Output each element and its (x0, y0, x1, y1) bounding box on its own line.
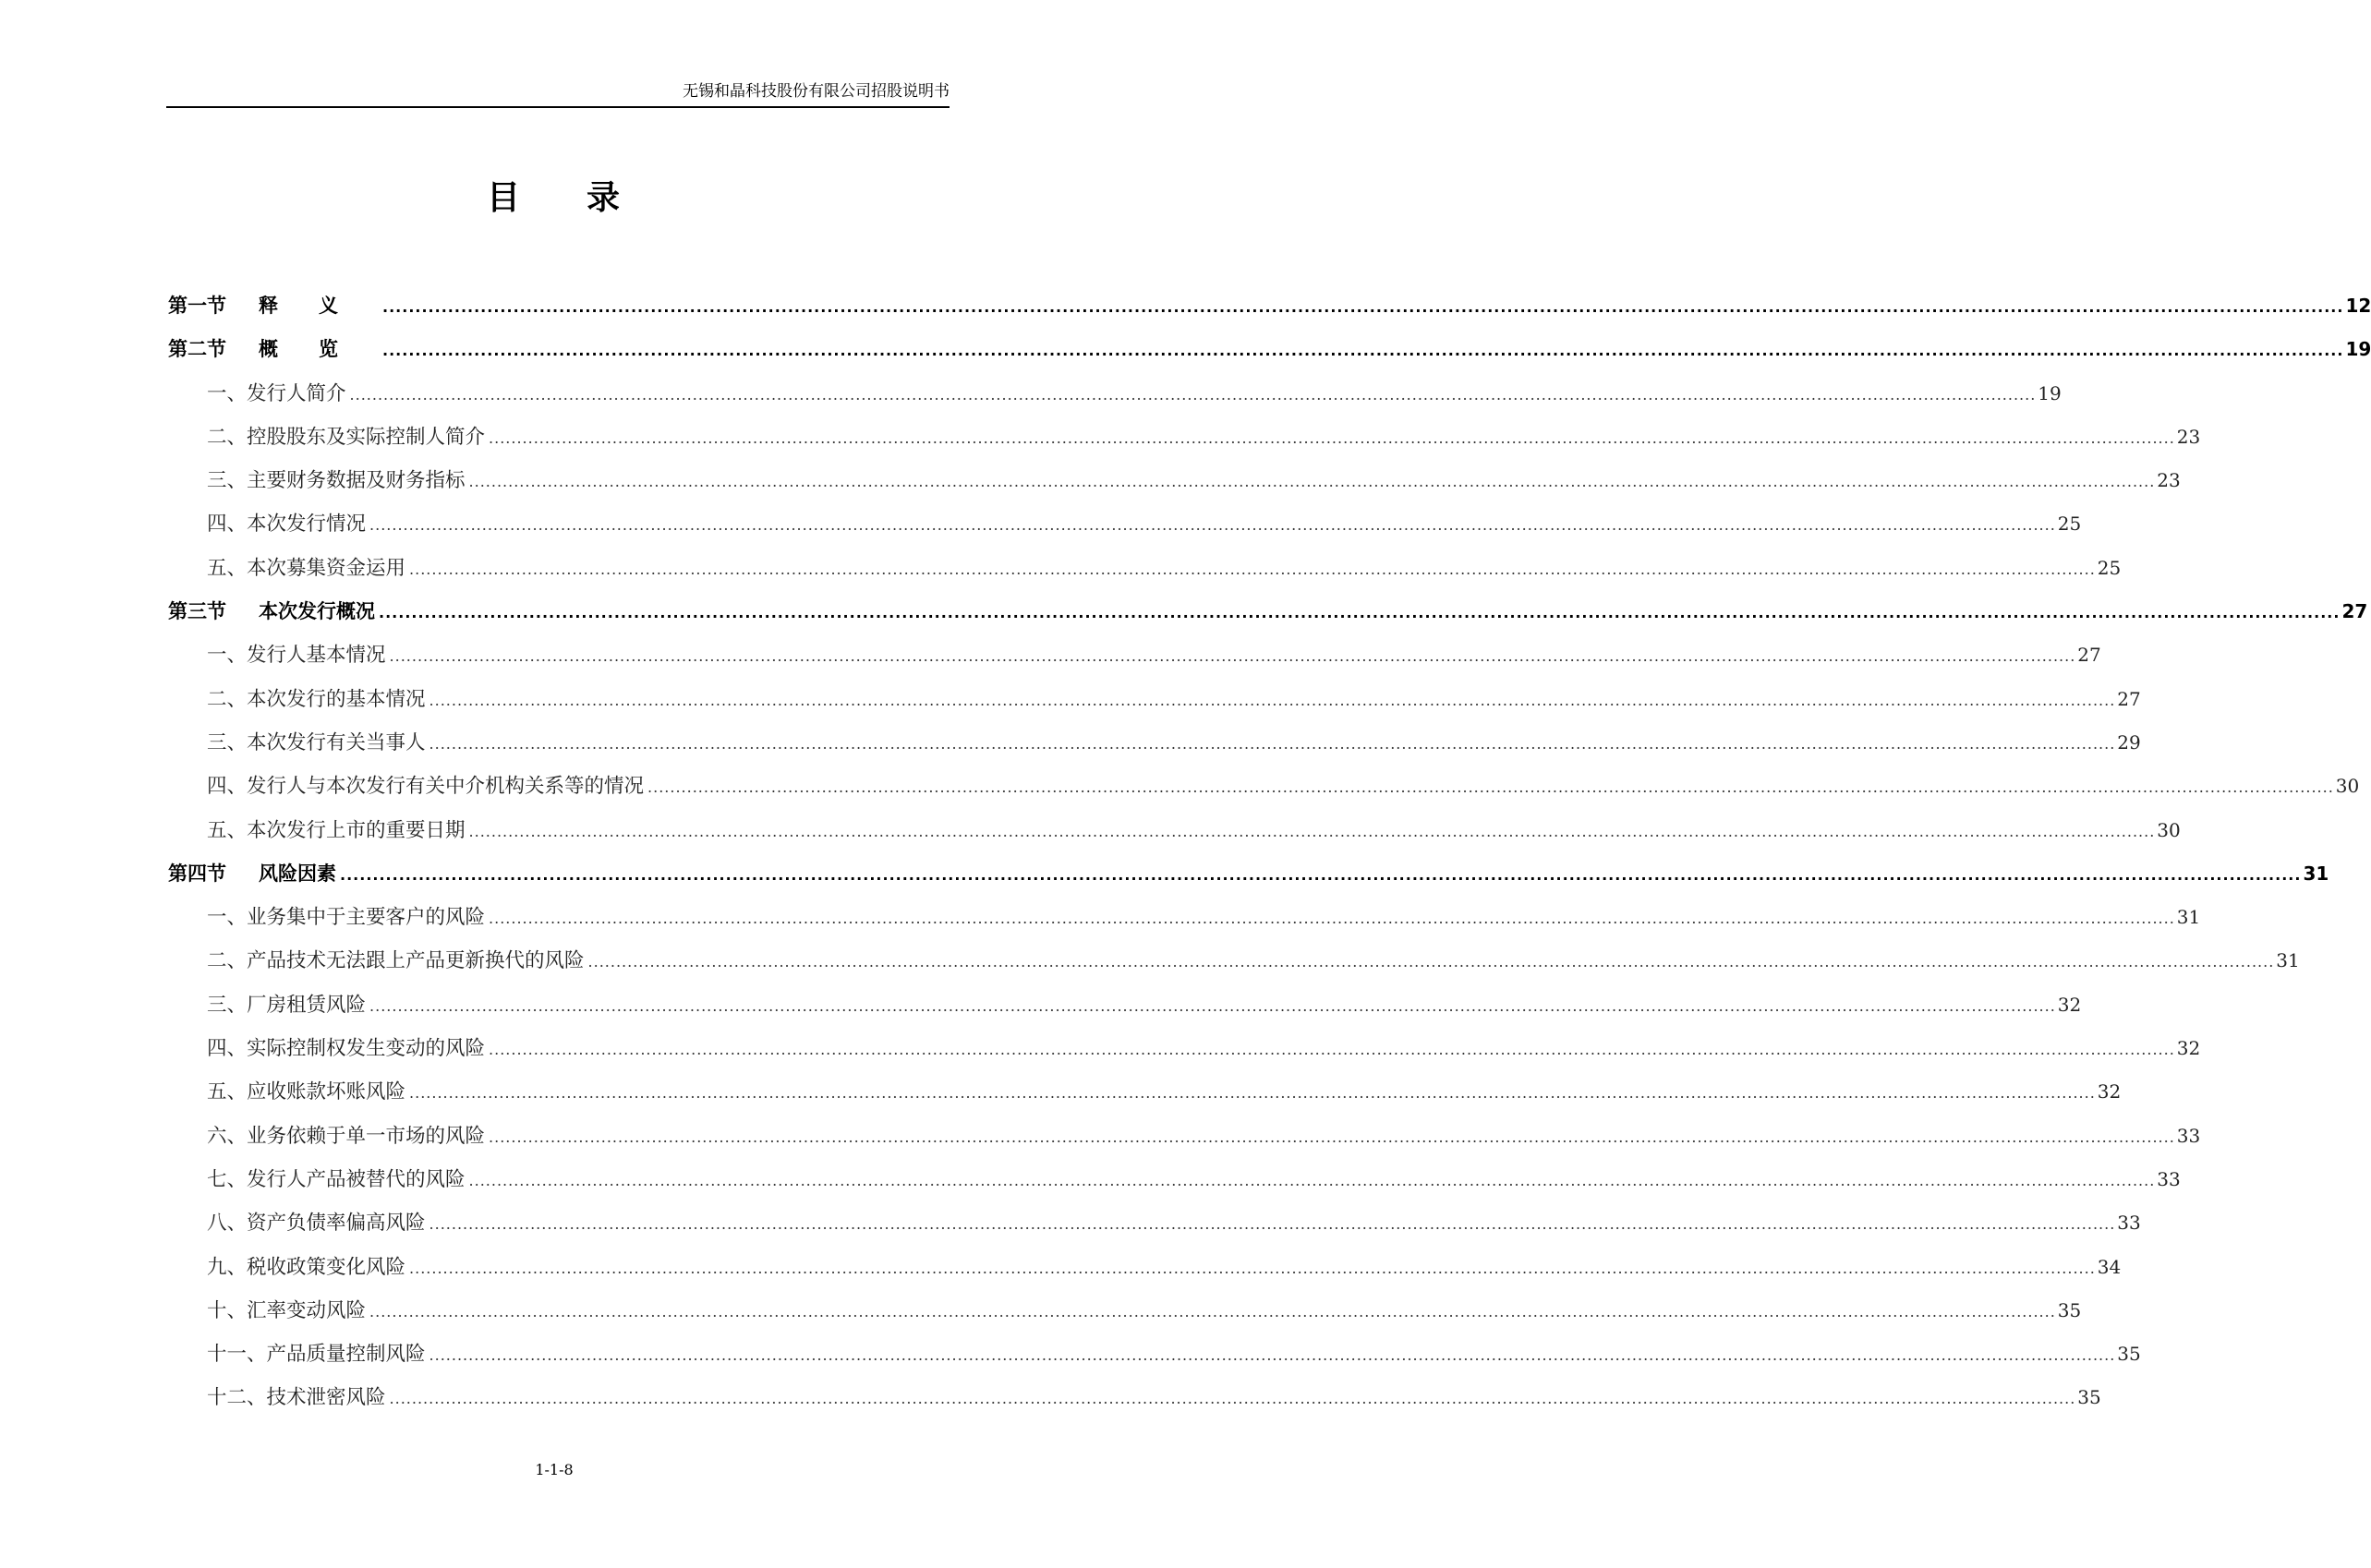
toc-section-number: 第三节 (168, 600, 226, 623)
toc-section-name: 释义 (259, 295, 379, 317)
toc-page-number: 25 (2097, 556, 2122, 579)
toc-page-number: 32 (2176, 1037, 2201, 1060)
header-title: 无锡和晶科技股份有限公司招股说明书 (683, 82, 950, 101)
toc-page-number: 30 (2335, 775, 2360, 798)
toc-page-number: 31 (2276, 949, 2300, 972)
dot-leader: ............................................................................................................................................................................................................................................................................................................ (409, 560, 2096, 578)
toc-item-row[interactable] (168, 1027, 2201, 1070)
dot-leader: ............................................................................................................................................................................................................................................................................................................ (587, 953, 2275, 971)
toc-page-number: 32 (2057, 993, 2082, 1016)
dot-leader: ............................................................................................................................................................................................................................................................................................................ (409, 1259, 2096, 1277)
toc-item-row[interactable] (168, 372, 2062, 416)
toc-item-row[interactable] (168, 1333, 2141, 1376)
toc-section-row[interactable] (168, 284, 2371, 328)
dot-leader: ............................................................................................................................................................................................................................................................................................................ (382, 342, 2344, 360)
running-header (166, 78, 950, 108)
toc-entry-label: 三、厂房租赁风险 (207, 993, 367, 1017)
toc-page-number: 33 (2176, 1124, 2201, 1147)
toc-entry-label: 五、应收账款坏账风险 (207, 1080, 406, 1104)
toc-entry-label: 三、主要财务数据及财务指标 (207, 469, 466, 493)
dot-leader: ............................................................................................................................................................................................................................................................................................................ (489, 1128, 2175, 1146)
toc-item-row[interactable] (168, 416, 2201, 459)
dot-leader: ............................................................................................................................................................................................................................................................................................................ (369, 516, 2056, 535)
toc-entry-label: 十一、产品质量控制风险 (207, 1343, 426, 1367)
toc-page-number: 27 (2341, 600, 2368, 623)
toc-section-name: 概览 (259, 338, 379, 361)
toc-entry-label: 四、本次发行情况 (207, 513, 367, 537)
dot-leader: ............................................................................................................................................................................................................................................................................................................ (389, 1390, 2076, 1408)
toc-page-number: 35 (2077, 1386, 2101, 1409)
toc-item-row[interactable] (168, 1246, 2122, 1289)
toc-item-row[interactable] (168, 633, 2101, 677)
dot-leader: ............................................................................................................................................................................................................................................................................................................ (340, 865, 2302, 884)
toc-item-row[interactable] (168, 1070, 2122, 1114)
toc-item-row[interactable] (168, 939, 2300, 983)
dot-leader: ............................................................................................................................................................................................................................................................................................................ (489, 910, 2175, 928)
toc-section-row[interactable] (168, 328, 2371, 371)
toc-item-row[interactable] (168, 1201, 2141, 1245)
dot-leader: ............................................................................................................................................................................................................................................................................................................ (489, 1041, 2175, 1059)
toc-page-number: 27 (2117, 687, 2141, 710)
toc-entry-label: 二、产品技术无法跟上产品更新换代的风险 (207, 949, 585, 973)
dot-leader: ............................................................................................................................................................................................................................................................................................................ (369, 996, 2056, 1015)
toc-page-number: 25 (2057, 513, 2082, 536)
dot-leader: ............................................................................................................................................................................................................................................................................................................ (647, 778, 2334, 797)
toc-entry-label: 一、发行人基本情况 (207, 644, 386, 668)
dot-leader: ............................................................................................................................................................................................................................................................................................................ (349, 385, 2037, 404)
toc-entry-label: 七、发行人产品被替代的风险 (207, 1167, 466, 1191)
dot-leader: ............................................................................................................................................................................................................................................................................................................ (468, 473, 2156, 491)
toc-page-number: 35 (2117, 1343, 2141, 1366)
title-char-2: 录 (587, 179, 623, 217)
toc-page-number: 19 (2038, 381, 2062, 404)
toc-entry-label: 五、本次发行上市的重要日期 (207, 818, 466, 842)
toc-item-row[interactable] (168, 459, 2181, 502)
toc-page-number: 31 (2176, 906, 2201, 929)
toc-item-row[interactable] (168, 809, 2181, 852)
toc-page-number: 23 (2176, 425, 2201, 448)
toc-page-number: 23 (2157, 469, 2181, 492)
toc-entry-label: 一、业务集中于主要客户的风险 (207, 906, 486, 930)
dot-leader: ............................................................................................................................................................................................................................................................................................................ (429, 1346, 2116, 1365)
toc-entry-label: 一、发行人简介 (207, 381, 346, 405)
toc-entry-label: 二、控股股东及实际控制人简介 (207, 425, 486, 449)
toc-page-number: 31 (2303, 862, 2329, 885)
dot-leader: ............................................................................................................................................................................................................................................................................................................ (382, 298, 2344, 316)
toc-entry-label: 四、实际控制权发生变动的风险 (207, 1037, 486, 1061)
toc-item-row[interactable] (168, 983, 2082, 1027)
toc-section-row[interactable] (168, 590, 2368, 633)
toc-item-row[interactable] (168, 896, 2201, 939)
toc-entry-label: 二、本次发行的基本情况 (207, 687, 426, 711)
toc-entry-label: 十、汇率变动风险 (207, 1298, 367, 1322)
toc-item-row[interactable] (168, 678, 2141, 721)
toc-section-row[interactable] (168, 852, 2329, 896)
toc-page-number: 29 (2117, 730, 2141, 754)
toc-entry-label: 十二、技术泄密风险 (207, 1386, 386, 1410)
toc-entry-label (168, 284, 379, 328)
toc-item-row[interactable] (168, 1115, 2201, 1158)
dot-leader: ............................................................................................................................................................................................................................................................................................................ (429, 691, 2116, 709)
toc-item-row[interactable] (168, 1289, 2082, 1333)
toc-page-number: 27 (2077, 644, 2101, 667)
toc-page-number: 30 (2157, 818, 2181, 841)
dot-leader: ............................................................................................................................................................................................................................................................................................................ (389, 647, 2076, 666)
dot-leader: ............................................................................................................................................................................................................................................................................................................ (429, 734, 2116, 753)
toc-item-row[interactable] (168, 502, 2082, 546)
toc-page-number: 19 (2345, 338, 2371, 361)
toc-page-number: 35 (2057, 1298, 2082, 1321)
toc-item-row[interactable] (168, 721, 2141, 765)
dot-leader: ............................................................................................................................................................................................................................................................................................................ (369, 1302, 2056, 1321)
dot-leader: ............................................................................................................................................................................................................................................................................................................ (429, 1215, 2116, 1234)
toc-page-number: 12 (2345, 295, 2371, 317)
dot-leader: ............................................................................................................................................................................................................................................................................................................ (468, 1171, 2156, 1189)
toc-section-name: 风险因素 (259, 862, 336, 885)
toc-section-number: 第一节 (168, 295, 226, 317)
toc-entry-label: 六、业务依赖于单一市场的风险 (207, 1124, 486, 1148)
toc-entry-label: 四、发行人与本次发行有关中介机构关系等的情况 (207, 775, 645, 799)
dot-leader: ............................................................................................................................................................................................................................................................................................................ (489, 428, 2175, 447)
toc-page-number: 33 (2117, 1212, 2141, 1235)
toc-item-row[interactable] (168, 1376, 2101, 1419)
toc-entry-label: 八、资产负债率偏高风险 (207, 1212, 426, 1236)
toc-item-row[interactable] (168, 1158, 2181, 1201)
dot-leader: ............................................................................................................................................................................................................................................................................................................ (379, 604, 2341, 622)
toc-entry-label: 五、本次募集资金运用 (207, 556, 406, 580)
dot-leader: ............................................................................................................................................................................................................................................................................................................ (468, 822, 2156, 840)
toc-entry-label (168, 590, 375, 633)
page-title (0, 172, 1108, 219)
toc-item-row[interactable] (168, 765, 2360, 808)
toc-entry-label (168, 852, 336, 896)
toc-page-number: 33 (2157, 1167, 2181, 1190)
table-of-contents (168, 284, 2371, 1420)
page-number: 1-1-8 (535, 1461, 574, 1478)
toc-page-number: 32 (2097, 1080, 2122, 1104)
toc-entry-label (168, 328, 379, 371)
toc-section-number: 第二节 (168, 338, 226, 361)
toc-entry-label: 三、本次发行有关当事人 (207, 730, 426, 754)
title-char-1: 目 (486, 179, 522, 217)
toc-item-row[interactable] (168, 547, 2122, 590)
toc-page-number: 34 (2097, 1255, 2122, 1278)
toc-entry-label: 九、税收政策变化风险 (207, 1255, 406, 1279)
dot-leader: ............................................................................................................................................................................................................................................................................................................ (409, 1084, 2096, 1103)
toc-section-name: 本次发行概况 (259, 600, 375, 623)
toc-section-number: 第四节 (168, 862, 226, 885)
